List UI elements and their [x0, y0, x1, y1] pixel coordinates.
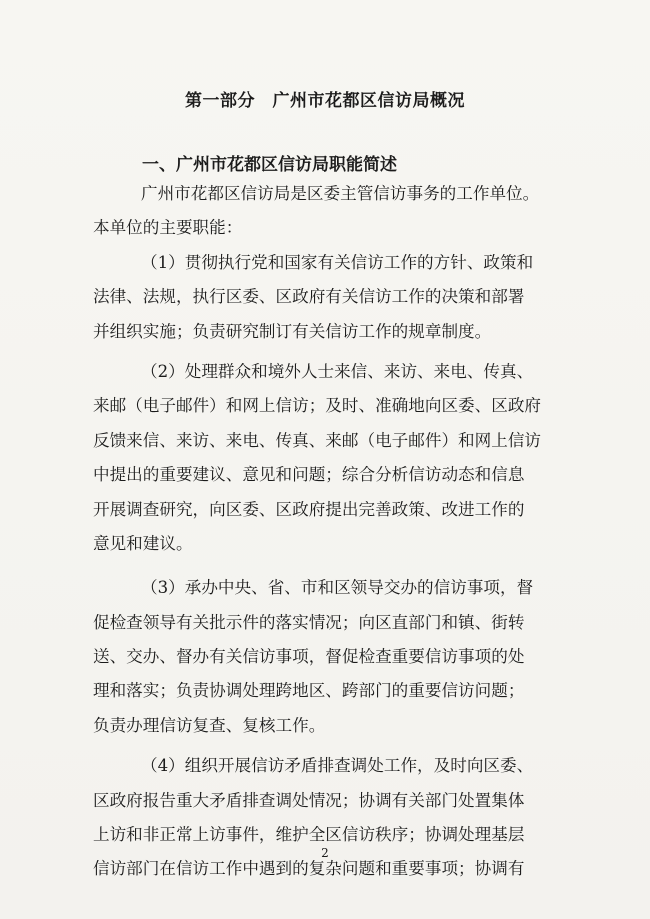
page-number: 2: [321, 846, 329, 860]
body-line: 来邮（电子邮件）和网上信访；及时、准确地向区委、区政府: [93, 396, 542, 416]
body-line: 中提出的重要建议、意见和问题；综合分析信访动态和信息: [93, 465, 525, 485]
body-line: 负责办理信访复查、复核工作。: [93, 715, 326, 735]
body-line: （4）组织开展信访矛盾排查调处工作，及时向区委、: [141, 756, 534, 776]
section-heading: 一、广州市花都区信访局职能简述: [142, 155, 397, 175]
body-line: 促检查领导有关批示件的落实情况；向区直部门和镇、街转: [93, 612, 525, 632]
body-text: [93, 177, 563, 887]
body-line: 本单位的主要职能：: [93, 218, 243, 238]
body-line: 上访和非正常上访事件，维护全区信访秩序；协调处理基层: [93, 825, 525, 845]
body-line: 理和落实；负责协调处理跨地区、跨部门的重要信访问题；: [93, 681, 525, 701]
body-line: 开展调查研究，向区委、区政府提出完善政策、改进工作的: [93, 499, 525, 519]
body-line: 意见和建议。: [93, 533, 193, 553]
body-line: 反馈来信、来访、来电、传真、来邮（电子邮件）和网上信访: [93, 430, 542, 450]
body-line: （1）贯彻执行党和国家有关信访工作的方针、政策和: [141, 252, 534, 272]
body-line: 区政府报告重大矛盾排查调处情况；协调有关部门处置集体: [93, 790, 525, 810]
body-line: （3）承办中央、省、市和区领导交办的信访事项，督: [141, 578, 534, 598]
body-line: （2）处理群众和境外人士来信、来访、来电、传真、: [141, 361, 534, 381]
page-title: 第一部分 广州市花都区信访局概况: [185, 91, 465, 111]
body-line: 信访部门在信访工作中遇到的复杂问题和重要事项；协调有: [93, 859, 525, 879]
body-line: 并组织实施；负责研究制订有关信访工作的规章制度。: [93, 321, 492, 341]
body-line: 广州市花都区信访局是区委主管信访事务的工作单位。: [141, 184, 540, 203]
body-line: 送、交办、督办有关信访事项，督促检查重要信访事项的处: [93, 647, 525, 667]
body-line: 法律、法规，执行区委、区政府有关信访工作的决策和部署: [93, 287, 525, 307]
